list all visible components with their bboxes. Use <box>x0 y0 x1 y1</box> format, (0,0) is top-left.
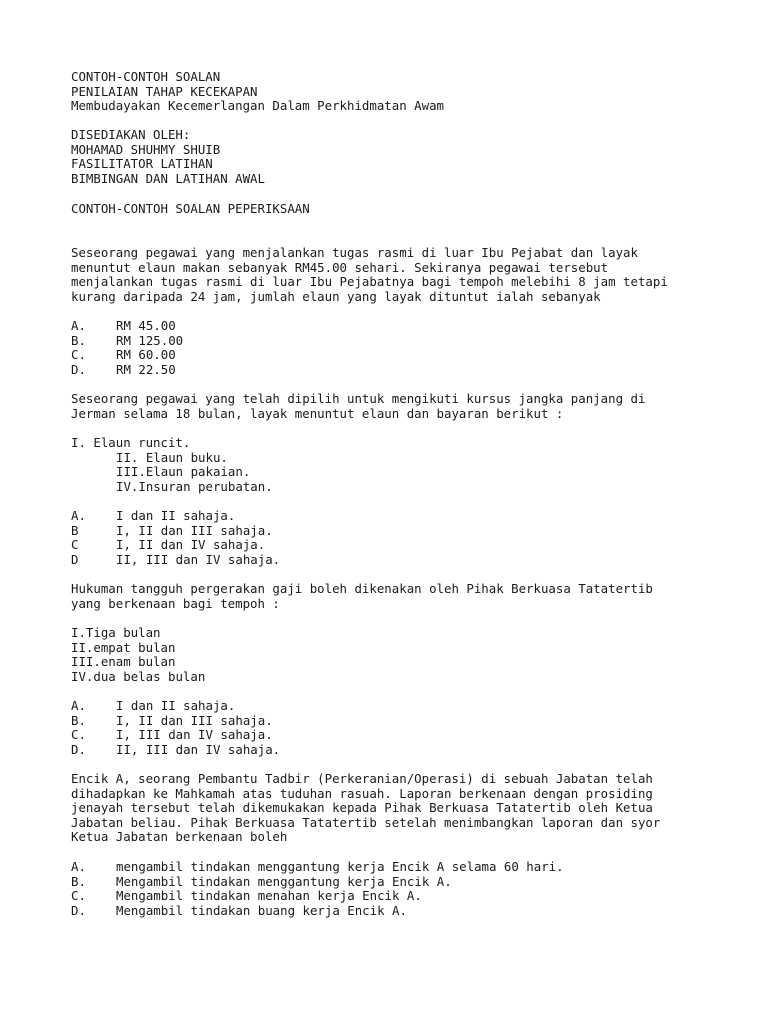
option-key: C. <box>71 347 86 363</box>
option-key: D. <box>71 902 86 918</box>
answer-option <box>71 348 748 363</box>
option-text: RM 125.00 <box>116 332 184 348</box>
option-text: mengambil tindakan menggantung kerja Encik A selama 60 hari. <box>116 859 564 874</box>
answer-option <box>71 699 748 714</box>
question-text-line: jenayah tersebut telah dikemukakan kepada Pihak Berkuasa Tatatertib oleh Ketua <box>71 800 653 816</box>
question-text-line: Hukuman tangguh pergerakan gaji boleh dikenakan oleh Pihak Berkuasa Tatatertib <box>71 581 653 596</box>
header-subtitle: PENILAIAN TAHAP KECEKAPAN <box>71 83 258 99</box>
answer-option <box>71 743 748 758</box>
question-text-line: yang berkenaan bagi tempoh : <box>71 595 280 611</box>
question-text-line: Encik A, seorang Pembantu Tadbir (Perkeranian/Operasi) di sebuah Jabatan telah <box>71 771 653 786</box>
option-text: I, III dan IV sahaja. <box>116 727 273 743</box>
item-key: IV. <box>71 668 94 684</box>
option-key: D. <box>71 361 86 377</box>
author-name: MOHAMAD SHUHMY SHUIB <box>71 141 221 157</box>
document-header <box>71 70 748 114</box>
statement-item: I. Elaun runcit. <box>71 435 191 450</box>
option-text: I, II dan IV sahaja. <box>116 537 266 553</box>
question-3 <box>71 582 748 611</box>
option-text: Mengambil tindakan menahan kerja Encik A. <box>116 888 422 904</box>
option-key: B. <box>71 332 86 348</box>
question-text-line: Seseorang pegawai yang telah dipilih untuk mengikuti kursus jangka panjang di <box>71 391 646 406</box>
answer-option <box>71 714 748 729</box>
statement-item: IV.Insuran perubatan. <box>116 478 273 494</box>
option-key: C <box>71 537 79 553</box>
option-text: I dan II sahaja. <box>116 508 236 523</box>
statement-item <box>71 641 748 656</box>
option-key: A. <box>71 318 86 333</box>
option-key: A. <box>71 508 86 523</box>
question-text-line: Jabatan beliau. Pihak Berkuasa Tatatertib setelah menimbangkan laporan dan syor <box>71 814 661 830</box>
question-1 <box>71 246 748 304</box>
question-2 <box>71 392 748 421</box>
item-text: dua belas bulan <box>93 668 206 684</box>
question-2-items <box>71 436 748 494</box>
option-text: RM 45.00 <box>116 318 176 333</box>
option-key: B. <box>71 873 86 889</box>
option-key: A. <box>71 859 86 874</box>
option-key: C. <box>71 888 86 904</box>
option-key: B <box>71 522 79 538</box>
prepared-by <box>71 128 748 186</box>
statement-item <box>71 655 748 670</box>
answer-option <box>71 875 748 890</box>
answer-option <box>71 319 748 334</box>
option-text: II, III dan IV sahaja. <box>116 551 281 567</box>
question-text-line: menjalankan tugas rasmi di luar Ibu Pejabatnya bagi tempoh melebihi 8 jam tetapi <box>71 274 668 290</box>
option-key: A. <box>71 698 86 713</box>
question-text-line: kurang daripada 24 jam, jumlah elaun yang layak dituntut ialah sebanyak <box>71 288 601 304</box>
section-title-block <box>71 202 748 217</box>
option-key: D <box>71 551 79 567</box>
option-text: II, III dan IV sahaja. <box>116 741 281 757</box>
statement-item <box>71 670 748 685</box>
question-2-options <box>71 509 748 567</box>
question-text-line: Jerman selama 18 bulan, layak menuntut elaun dan bayaran berikut : <box>71 405 564 421</box>
option-key: B. <box>71 712 86 728</box>
section-title: CONTOH-CONTOH SOALAN PEPERIKSAAN <box>71 201 310 216</box>
option-text: I, II dan III sahaja. <box>116 522 273 538</box>
item-text: empat bulan <box>93 639 176 655</box>
question-text-line: Seseorang pegawai yang menjalankan tugas rasmi di luar Ibu Pejabat dan layak <box>71 245 638 260</box>
statement-item: III.Elaun pakaian. <box>116 464 251 480</box>
answer-option <box>71 553 748 568</box>
question-1-options <box>71 319 748 377</box>
item-text: Tiga bulan <box>85 625 161 640</box>
prepared-label: DISEDIAKAN OLEH: <box>71 127 191 142</box>
header-tagline: Membudayakan Kecemerlangan Dalam Perkhidmatan Awam <box>71 98 444 114</box>
question-text-line: dihadapkan ke Mahkamah atas tuduhan rasuah. Laporan berkenaan dengan prosiding <box>71 785 653 801</box>
option-text: Mengambil tindakan menggantung kerja Encik A. <box>116 873 452 889</box>
question-3-items <box>71 626 748 684</box>
option-text: RM 22.50 <box>116 361 176 377</box>
question-text-line: Ketua Jabatan berkenaan boleh <box>71 829 288 845</box>
option-text: I, II dan III sahaja. <box>116 712 273 728</box>
header-title: CONTOH-CONTOH SOALAN <box>71 69 221 84</box>
item-key: II. <box>71 639 94 655</box>
item-key: III. <box>71 654 101 670</box>
option-key: C. <box>71 727 86 743</box>
author-role: FASILITATOR LATIHAN <box>71 156 213 172</box>
item-text: enam bulan <box>100 654 176 670</box>
answer-option <box>71 363 748 378</box>
answer-option <box>71 904 748 919</box>
item-key: I. <box>71 625 86 640</box>
statement-item <box>71 626 748 641</box>
option-key: D. <box>71 741 86 757</box>
answer-option <box>71 728 748 743</box>
answer-option <box>71 509 748 524</box>
option-text: Mengambil tindakan buang kerja Encik A. <box>116 902 407 918</box>
option-text: I dan II sahaja. <box>116 698 236 713</box>
statement-item: II. Elaun buku. <box>116 449 228 465</box>
answer-option <box>71 889 748 904</box>
question-4-options <box>71 860 748 918</box>
question-text-line: menuntut elaun makan sebanyak RM45.00 sehari. Sekiranya pegawai tersebut <box>71 259 609 275</box>
question-4 <box>71 772 748 845</box>
answer-option <box>71 538 748 553</box>
question-3-options <box>71 699 748 757</box>
answer-option <box>71 334 748 349</box>
option-text: RM 60.00 <box>116 347 176 363</box>
author-unit: BIMBINGAN DAN LATIHAN AWAL <box>71 170 265 186</box>
answer-option <box>71 524 748 539</box>
answer-option <box>71 860 748 875</box>
